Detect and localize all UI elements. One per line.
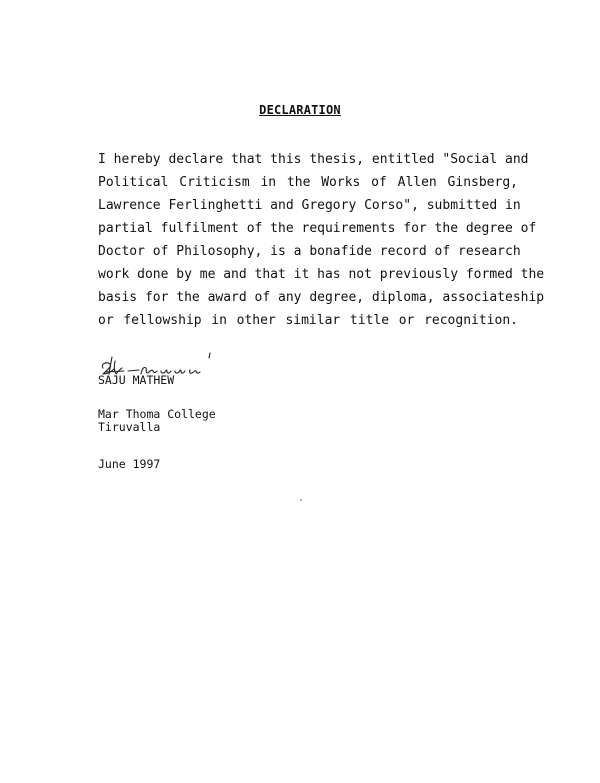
body-line-5: Doctor of Philosophy, is a bonafide record of research <box>98 244 521 259</box>
scan-speck <box>300 499 302 501</box>
body-line-1: I hereby declare that this thesis, entitled "Social and <box>98 152 529 167</box>
page-title: DECLARATION <box>259 103 341 117</box>
institution-name: Mar Thoma College <box>98 407 216 421</box>
body-line-8: or fellowship in other similar title or recognition. <box>98 313 518 328</box>
body-line-7: basis for the award of any degree, diploma, associateship <box>98 290 545 305</box>
declaration-date: June 1997 <box>98 457 161 471</box>
institution-location: Tiruvalla <box>98 420 161 434</box>
signatory-name: SAJU MATHEW <box>98 373 175 387</box>
body-line-2: Political Criticism in the Works of Allen Ginsberg, <box>98 175 518 190</box>
body-line-3: Lawrence Ferlinghetti and Gregory Corso", submitted in <box>98 198 521 213</box>
body-line-6: work done by me and that it has not previously formed the <box>98 267 545 282</box>
body-line-4: partial fulfilment of the requirements for the degree of <box>98 221 537 236</box>
